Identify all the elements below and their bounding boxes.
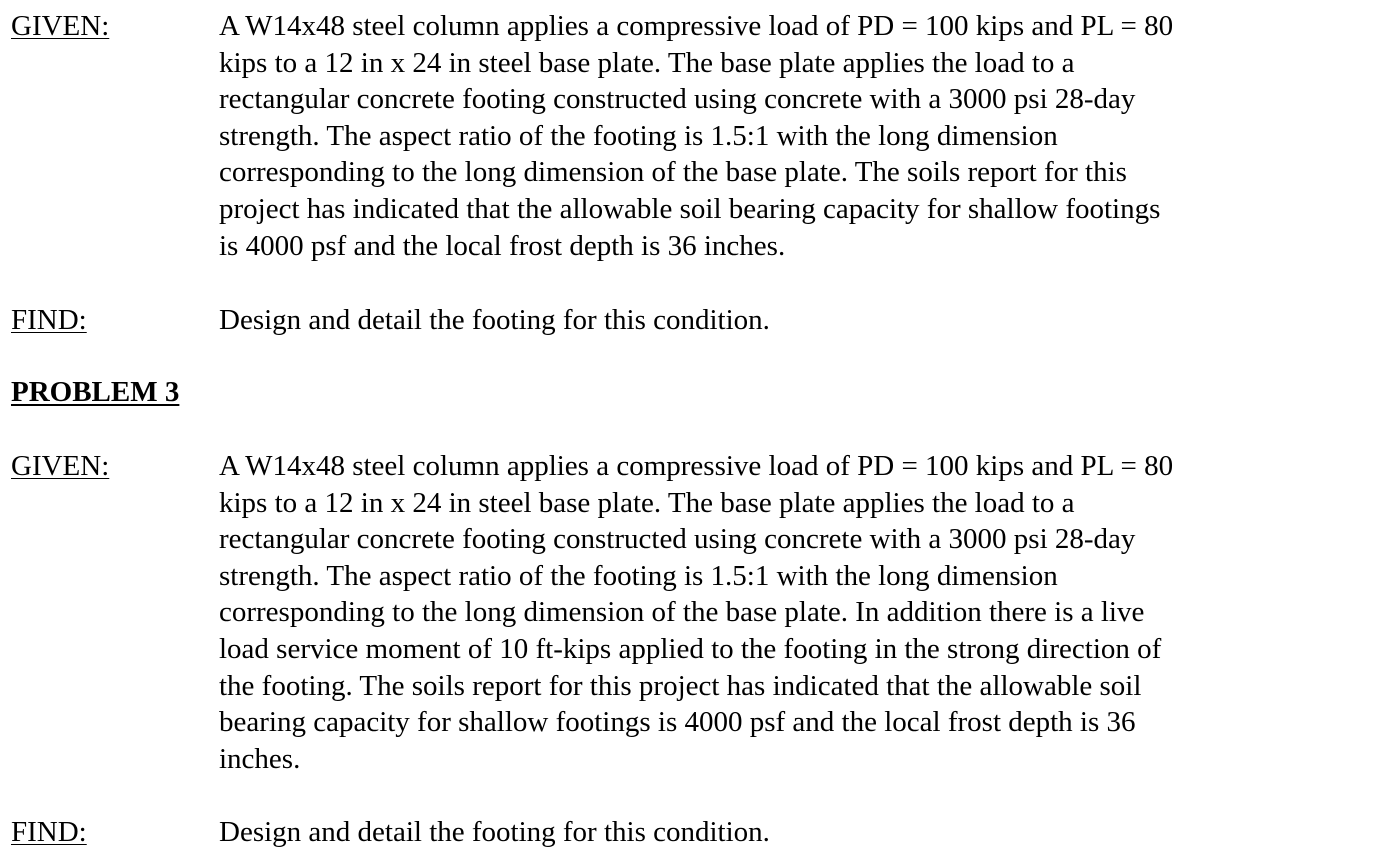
given-line-4: strength. The aspect ratio of the footing is 1.5:1 with the long dimension: [219, 119, 1058, 152]
given-label: GIVEN:: [11, 450, 110, 482]
given-line-6: project has indicated that the allowable soil bearing capacity for shallow footings: [219, 192, 1161, 225]
given-line-7: the footing. The soils report for this project has indicated that the allowable soil: [219, 669, 1142, 702]
given-line-5: corresponding to the long dimension of the base plate. In addition there is a live: [219, 596, 1145, 629]
given-label: GIVEN:: [11, 10, 110, 42]
given-paragraph[interactable]: [219, 8, 1369, 264]
given-line-7: is 4000 psf and the local frost depth is 36 inches.: [219, 229, 786, 262]
given-line-6: load service moment of 10 ft-kips applied to the footing in the strong direction of: [219, 632, 1162, 665]
given-line-4: strength. The aspect ratio of the footing is 1.5:1 with the long dimension: [219, 559, 1058, 592]
given-line-3: rectangular concrete footing constructed using concrete with a 3000 psi 28-day: [219, 83, 1136, 116]
find-paragraph[interactable]: [219, 814, 1369, 851]
find-label: FIND:: [11, 304, 87, 336]
find-paragraph[interactable]: [219, 302, 1369, 339]
find-text: Design and detail the footing for this condition.: [219, 816, 770, 848]
given-line-5: corresponding to the long dimension of the base plate. The soils report for this: [219, 156, 1127, 189]
given-line-8: bearing capacity for shallow footings is 4000 psf and the local frost depth is 36: [219, 706, 1136, 739]
given-line-1: A W14x48 steel column applies a compressive load of PD = 100 kips and PL = 80: [219, 10, 1174, 42]
find-label: FIND:: [11, 816, 87, 848]
given-paragraph[interactable]: [219, 448, 1369, 777]
given-line-2: kips to a 12 in x 24 in steel base plate. The base plate applies the load to a: [219, 46, 1075, 79]
given-line-1: [219, 448, 1369, 485]
find-text: Design and detail the footing for this condition.: [219, 304, 770, 336]
given-line-9: inches.: [219, 742, 301, 775]
problem-3-heading: PROBLEM 3: [11, 376, 180, 408]
given-line-2: kips to a 12 in x 24 in steel base plate. The base plate applies the load to a: [219, 486, 1075, 519]
given-line-1-text: A W14x48 steel column applies a compressive load of PD = 100 kips and PL = 80: [219, 450, 1174, 482]
given-line-3: rectangular concrete footing constructed using concrete with a 3000 psi 28-day: [219, 523, 1136, 556]
